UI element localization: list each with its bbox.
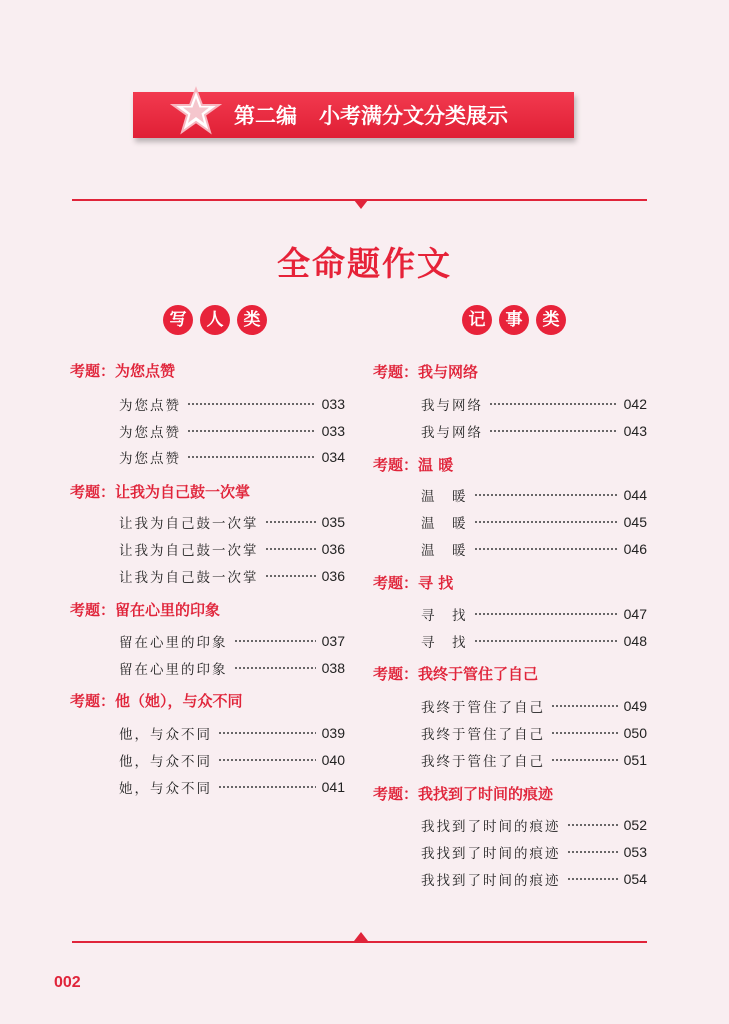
entry-page: 052: [623, 817, 647, 833]
toc-entry[interactable]: [421, 539, 647, 559]
toc-entry[interactable]: [421, 394, 647, 414]
entry-title: 我找到了时间的痕迹: [421, 819, 561, 835]
category-badge-left: [163, 305, 267, 335]
entry-title: 为您点赞: [119, 398, 181, 414]
toc-entry[interactable]: [119, 750, 345, 770]
entry-title: 为您点赞: [119, 451, 181, 467]
toc-entry[interactable]: [421, 421, 647, 441]
toc-entry[interactable]: [119, 658, 345, 678]
leader-dots: [474, 640, 618, 642]
topic-heading: 考题：我与网络: [373, 363, 479, 381]
entry-title: 让我为自己鼓一次掌: [119, 543, 259, 559]
leader-dots: [474, 548, 618, 550]
entry-page: 049: [623, 698, 647, 714]
banner-part-label: 第二编: [234, 104, 297, 128]
banner-section-label: 小考满分文分类展示: [319, 104, 508, 128]
entry-title: 温 暖: [421, 543, 468, 559]
leader-dots: [551, 759, 618, 761]
toc-entry[interactable]: [421, 696, 647, 716]
leader-dots: [234, 640, 316, 642]
toc-entry[interactable]: [421, 485, 647, 505]
toc-entry[interactable]: [421, 750, 647, 770]
entry-title: 我与网络: [421, 398, 483, 414]
entry-page: 046: [623, 541, 647, 557]
entry-title: 留在心里的印象: [119, 662, 228, 678]
toc-entry[interactable]: [119, 512, 345, 532]
entry-page: 043: [623, 423, 647, 439]
topic-heading: 考题：我终于管住了自己: [373, 665, 539, 683]
entry-page: 036: [321, 568, 345, 584]
entry-title: 寻 找: [421, 608, 468, 624]
entry-title: 她，与众不同: [119, 781, 212, 797]
leader-dots: [265, 548, 316, 550]
leader-dots: [234, 667, 316, 669]
entry-page: 050: [623, 725, 647, 741]
entry-title: 让我为自己鼓一次掌: [119, 516, 259, 532]
toc-entry[interactable]: [421, 869, 647, 889]
entry-title: 留在心里的印象: [119, 635, 228, 651]
leader-dots: [474, 494, 618, 496]
toc-entry[interactable]: [119, 631, 345, 651]
entry-title: 温 暖: [421, 489, 468, 505]
leader-dots: [567, 824, 618, 826]
topic-heading: 考题：温 暖: [373, 456, 454, 474]
leader-dots: [551, 705, 618, 707]
category-char: 事: [499, 305, 529, 335]
category-char: 记: [462, 305, 492, 335]
leader-dots: [265, 521, 316, 523]
leader-dots: [489, 403, 618, 405]
toc-entry[interactable]: [421, 842, 647, 862]
entry-page: 033: [321, 396, 345, 412]
page-title: 全命题作文: [277, 244, 452, 283]
divider-arrow-up-icon: [354, 932, 368, 941]
entry-title: 我终于管住了自己: [421, 754, 545, 770]
divider-arrow-down-icon: [354, 200, 368, 209]
toc-entry[interactable]: [119, 566, 345, 586]
entry-title: 温 暖: [421, 516, 468, 532]
leader-dots: [265, 575, 316, 577]
leader-dots: [567, 851, 618, 853]
leader-dots: [218, 786, 316, 788]
leader-dots: [489, 430, 618, 432]
category-char: 人: [200, 305, 230, 335]
topic-heading: 考题：他（她），与众不同: [70, 692, 243, 710]
leader-dots: [218, 732, 316, 734]
toc-entry[interactable]: [421, 631, 647, 651]
entry-page: 051: [623, 752, 647, 768]
entry-page: 034: [321, 449, 345, 465]
entry-page: 037: [321, 633, 345, 649]
entry-page: 047: [623, 606, 647, 622]
entry-page: 033: [321, 423, 345, 439]
toc-entry[interactable]: [421, 815, 647, 835]
leader-dots: [474, 521, 618, 523]
category-char: 类: [536, 305, 566, 335]
toc-entry[interactable]: [119, 539, 345, 559]
category-char: 类: [237, 305, 267, 335]
entry-page: 040: [321, 752, 345, 768]
entry-title: 让我为自己鼓一次掌: [119, 570, 259, 586]
entry-title: 他，与众不同: [119, 754, 212, 770]
entry-page: 041: [321, 779, 345, 795]
entry-page: 053: [623, 844, 647, 860]
topic-heading: 考题：让我为自己鼓一次掌: [70, 483, 251, 501]
toc-entry[interactable]: [421, 604, 647, 624]
entry-page: 045: [623, 514, 647, 530]
entry-title: 为您点赞: [119, 425, 181, 441]
bottom-divider: [72, 941, 647, 943]
topic-heading: 考题：为您点赞: [70, 362, 176, 380]
entry-page: 044: [623, 487, 647, 503]
leader-dots: [187, 430, 316, 432]
entry-title: 我终于管住了自己: [421, 727, 545, 743]
toc-entry[interactable]: [119, 421, 345, 441]
entry-page: 042: [623, 396, 647, 412]
banner-title: [234, 101, 508, 131]
entry-title: 寻 找: [421, 635, 468, 651]
topic-heading: 考题：留在心里的印象: [70, 601, 221, 619]
entry-title: 我终于管住了自己: [421, 700, 545, 716]
leader-dots: [551, 732, 618, 734]
entry-title: 我找到了时间的痕迹: [421, 873, 561, 889]
entry-title: 我与网络: [421, 425, 483, 441]
toc-entry[interactable]: [421, 512, 647, 532]
entry-page: 038: [321, 660, 345, 676]
entry-page: 036: [321, 541, 345, 557]
entry-page: 054: [623, 871, 647, 887]
entry-page: 035: [321, 514, 345, 530]
category-badge-right: [462, 305, 566, 335]
entry-page: 048: [623, 633, 647, 649]
topic-heading: 考题：寻 找: [373, 574, 454, 592]
toc-entry[interactable]: [119, 447, 345, 467]
toc-entry[interactable]: [119, 723, 345, 743]
topic-heading: 考题：我找到了时间的痕迹: [373, 785, 554, 803]
category-char: 写: [163, 305, 193, 335]
entry-title: 他，与众不同: [119, 727, 212, 743]
leader-dots: [218, 759, 316, 761]
entry-title: 我找到了时间的痕迹: [421, 846, 561, 862]
leader-dots: [187, 456, 316, 458]
leader-dots: [567, 878, 618, 880]
entry-page: 039: [321, 725, 345, 741]
toc-entry[interactable]: [421, 723, 647, 743]
leader-dots: [474, 613, 618, 615]
toc-entry[interactable]: [119, 394, 345, 414]
page-number: 002: [54, 974, 81, 991]
star-icon: [170, 86, 222, 138]
leader-dots: [187, 403, 316, 405]
toc-entry[interactable]: [119, 777, 345, 797]
